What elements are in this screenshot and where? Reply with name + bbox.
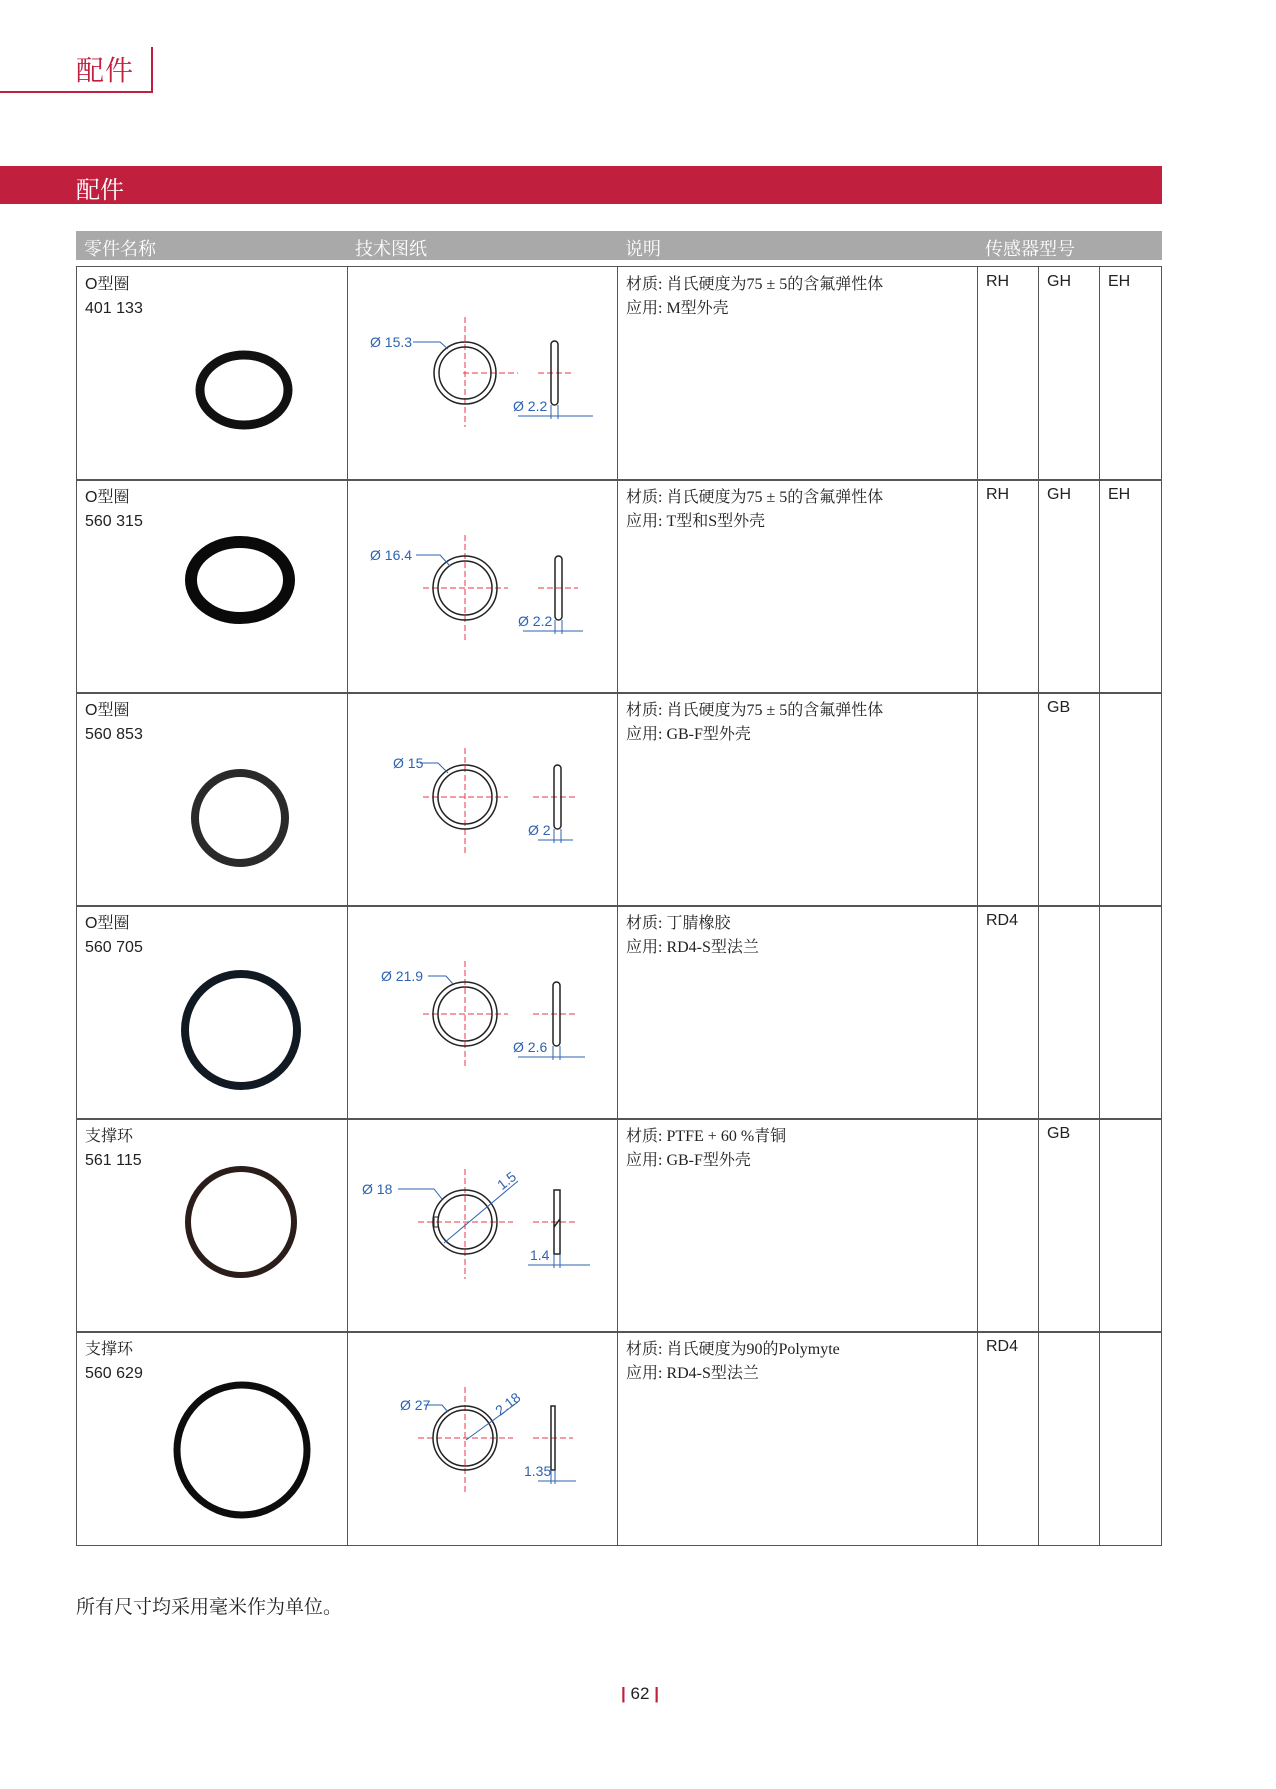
top-section-tab-label: 配件 bbox=[76, 55, 135, 86]
dim-section-diameter: Ø 2 bbox=[528, 822, 551, 838]
o-ring-photo bbox=[77, 693, 348, 906]
support-ring-photo bbox=[77, 1119, 348, 1332]
application-text: 应用: RD4-S型法兰 bbox=[626, 939, 759, 956]
dim-section-diameter: Ø 2.2 bbox=[513, 398, 548, 414]
part-type: O型圈 bbox=[85, 489, 130, 506]
sensor-cell bbox=[978, 693, 1039, 906]
material-text: 材质: 肖氏硬度为90的Polymyte bbox=[626, 1341, 840, 1358]
o-ring-drawing bbox=[348, 693, 618, 906]
support-ring-drawing bbox=[348, 1119, 618, 1332]
drawing-cell bbox=[348, 267, 618, 480]
material-text: 材质: PTFE + 60 %青铜 bbox=[626, 1128, 787, 1145]
o-ring-drawing bbox=[348, 267, 618, 480]
table-row bbox=[76, 1118, 1162, 1333]
dim-outer-diameter: Ø 21.9 bbox=[381, 968, 424, 984]
part-number: 560 629 bbox=[85, 1365, 143, 1382]
table-row bbox=[76, 1331, 1162, 1546]
part-cell bbox=[77, 267, 348, 480]
part-type: O型圈 bbox=[85, 702, 130, 719]
sensor-cell bbox=[1039, 267, 1100, 480]
sensor-model: EH bbox=[1108, 273, 1131, 290]
drawing-cell bbox=[348, 693, 618, 906]
sensor-cell bbox=[1039, 1332, 1100, 1545]
part-number: 560 705 bbox=[85, 939, 143, 956]
part-cell bbox=[77, 693, 348, 906]
dim-outer-diameter: Ø 15 bbox=[393, 755, 424, 771]
description-cell bbox=[618, 480, 978, 693]
description bbox=[626, 912, 759, 960]
sensor-model: RH bbox=[986, 486, 1010, 503]
part-type: O型圈 bbox=[85, 276, 130, 293]
description bbox=[626, 486, 883, 534]
part-number: 561 115 bbox=[85, 1152, 142, 1169]
drawing-cell bbox=[348, 480, 618, 693]
sensor-model: GB bbox=[1047, 699, 1071, 716]
part-type: 支撑环 bbox=[85, 1128, 134, 1145]
support-ring-photo bbox=[77, 1332, 348, 1545]
material-text: 材质: 肖氏硬度为75 ± 5的含氟弹性体 bbox=[626, 489, 884, 506]
o-ring-photo bbox=[77, 906, 348, 1119]
description-cell bbox=[618, 906, 978, 1119]
part-cell bbox=[77, 906, 348, 1119]
support-ring-drawing bbox=[348, 1332, 618, 1545]
o-ring-photo bbox=[77, 480, 348, 693]
description-cell bbox=[618, 1332, 978, 1545]
drawing-cell bbox=[348, 1119, 618, 1332]
sensor-cell bbox=[1100, 1332, 1161, 1545]
o-ring-drawing bbox=[348, 906, 618, 1119]
sensor-cell bbox=[1039, 906, 1100, 1119]
description-cell bbox=[618, 1119, 978, 1332]
dim-section-diameter: Ø 2.2 bbox=[518, 613, 553, 629]
header-drawing: 技术图纸 bbox=[355, 239, 427, 259]
table-row bbox=[76, 692, 1162, 907]
sensor-cell bbox=[1100, 1119, 1161, 1332]
application-text: 应用: M型外壳 bbox=[626, 300, 729, 317]
dim-outer-diameter: Ø 27 bbox=[400, 1397, 431, 1413]
table-row bbox=[76, 479, 1162, 694]
part-type: 支撑环 bbox=[85, 1341, 134, 1358]
sensor-cell bbox=[978, 906, 1039, 1119]
material-text: 材质: 丁腈橡胶 bbox=[626, 915, 731, 932]
section-banner bbox=[0, 166, 1162, 204]
header-part-name: 零件名称 bbox=[84, 239, 156, 259]
description bbox=[626, 273, 883, 321]
part-type: O型圈 bbox=[85, 915, 130, 932]
part-cell bbox=[77, 480, 348, 693]
description bbox=[626, 1125, 786, 1173]
application-text: 应用: GB-F型外壳 bbox=[626, 1152, 751, 1169]
application-text: 应用: GB-F型外壳 bbox=[626, 726, 751, 743]
drawing-cell bbox=[348, 906, 618, 1119]
sensor-model: RD4 bbox=[986, 1338, 1019, 1355]
description-cell bbox=[618, 267, 978, 480]
application-text: 应用: RD4-S型法兰 bbox=[626, 1365, 759, 1382]
sensor-cell bbox=[1039, 693, 1100, 906]
table-header bbox=[76, 231, 1162, 260]
parts-table bbox=[76, 266, 1162, 1555]
table-row bbox=[76, 905, 1162, 1120]
header-description: 说明 bbox=[625, 239, 661, 259]
drawing-cell bbox=[348, 1332, 618, 1545]
sensor-model: GH bbox=[1047, 486, 1071, 503]
material-text: 材质: 肖氏硬度为75 ± 5的含氟弹性体 bbox=[626, 702, 884, 719]
sensor-cell bbox=[978, 480, 1039, 693]
description-cell bbox=[618, 693, 978, 906]
description bbox=[626, 1338, 840, 1386]
header-sensor-model: 传感器型号 bbox=[985, 239, 1075, 259]
units-footnote: 所有尺寸均采用毫米作为单位。 bbox=[76, 1597, 343, 1618]
dim-ring-width: 1.5 bbox=[493, 1168, 520, 1193]
application-text: 应用: T型和S型外壳 bbox=[626, 513, 766, 530]
sensor-cell bbox=[1039, 1119, 1100, 1332]
dim-outer-diameter: Ø 18 bbox=[362, 1181, 393, 1197]
dim-ring-thickness: 1.4 bbox=[530, 1247, 550, 1263]
page-number-value: 62 bbox=[630, 1684, 650, 1703]
sensor-model: RD4 bbox=[986, 912, 1019, 929]
sensor-model: RH bbox=[986, 273, 1010, 290]
sensor-cell bbox=[1100, 693, 1161, 906]
material-text: 材质: 肖氏硬度为75 ± 5的含氟弹性体 bbox=[626, 276, 884, 293]
sensor-cell bbox=[1100, 267, 1161, 480]
sensor-cell bbox=[1039, 480, 1100, 693]
part-cell bbox=[77, 1119, 348, 1332]
dim-section-diameter: Ø 2.6 bbox=[513, 1039, 548, 1055]
sensor-cell bbox=[978, 1119, 1039, 1332]
o-ring-drawing bbox=[348, 480, 618, 693]
part-number: 560 853 bbox=[85, 726, 143, 743]
sensor-cell bbox=[1100, 480, 1161, 693]
part-number: 560 315 bbox=[85, 513, 143, 530]
description bbox=[626, 699, 883, 747]
part-number: 401 133 bbox=[85, 300, 143, 317]
dim-ring-thickness: 1.35 bbox=[524, 1463, 552, 1479]
page-number-bar-right: | bbox=[654, 1684, 659, 1703]
sensor-cell bbox=[978, 267, 1039, 480]
sensor-model: GB bbox=[1047, 1125, 1071, 1142]
page-number bbox=[600, 1684, 680, 1704]
table-row bbox=[76, 266, 1162, 481]
part-cell bbox=[77, 1332, 348, 1545]
section-title: 配件 bbox=[76, 177, 124, 204]
sensor-cell bbox=[1100, 906, 1161, 1119]
dim-outer-diameter: Ø 15.3 bbox=[370, 334, 413, 350]
sensor-cell bbox=[978, 1332, 1039, 1545]
sensor-model: EH bbox=[1108, 486, 1131, 503]
page-number-bar-left: | bbox=[621, 1684, 626, 1703]
o-ring-photo bbox=[77, 267, 348, 480]
dim-outer-diameter: Ø 16.4 bbox=[370, 547, 413, 563]
sensor-model: GH bbox=[1047, 273, 1071, 290]
dim-ring-width: 2.18 bbox=[492, 1389, 524, 1419]
